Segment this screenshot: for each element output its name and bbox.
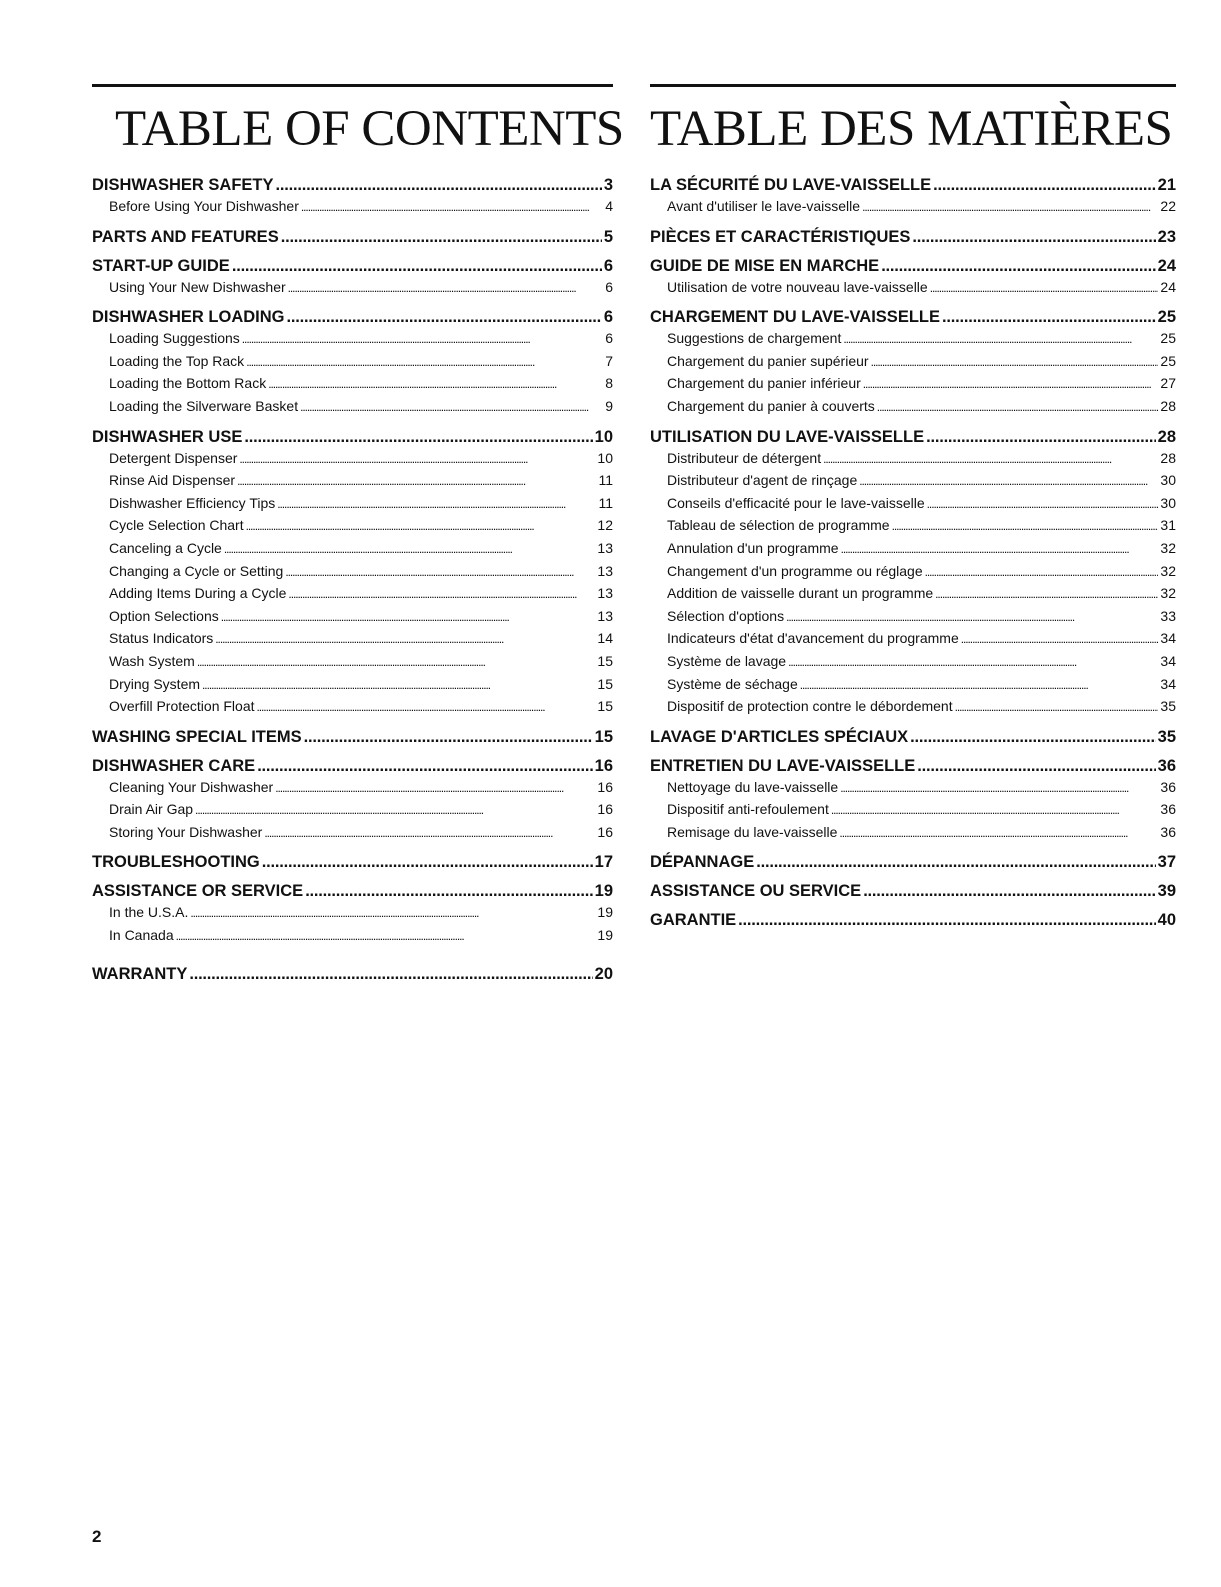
entry-page-number: 4 [605,198,613,214]
dot-leader [304,727,593,748]
toc-subsection-entry [650,822,1176,845]
dot-leader [246,515,596,538]
toc-subsection-entry [92,373,613,396]
entry-page-number: 7 [605,352,613,369]
toc-subsection-entry [650,470,1176,493]
dot-leader [933,175,1156,196]
entry-page-number: 6 [603,256,613,275]
toc-subsection-entry [650,606,1176,629]
toc-subsection-entry [650,651,1176,674]
toc-section-entry [650,227,1176,248]
entry-page-number: 32 [1160,585,1176,602]
toc-subsection-entry [92,777,613,800]
entry-title: Cleaning Your Dishwasher [109,778,274,795]
toc-subsection-entry [650,628,1176,651]
entry-title: Dishwasher Efficiency Tips [109,494,276,511]
dot-leader [246,351,603,374]
entry-title: UTILISATION DU LAVE-VAISSELLE [650,427,925,446]
entry-page-number: 8 [605,375,613,392]
toc-subsection-entry [92,674,613,697]
toc-entries-english [92,175,613,985]
dot-leader [285,561,595,584]
entry-title: Conseils d'efficacité pour le lave-vaisselle [667,494,925,511]
entry-page-number: 15 [597,698,613,715]
toc-subsection-entry [92,925,613,948]
entry-title: Status Indicators [109,630,214,647]
dot-leader [257,696,596,719]
dot-leader [197,651,596,674]
entry-title: Loading Suggestions [109,330,240,347]
entry-title: DISHWASHER SAFETY [92,176,274,194]
toc-section-entry [92,175,613,196]
dot-leader [927,493,1159,516]
entry-page-number: 28 [1160,397,1176,414]
entry-page-number: 25 [1157,308,1176,327]
toc-english-column [92,84,624,985]
entry-title: Wash System [109,652,195,669]
dot-leader [224,538,596,561]
entry-page-number: 35 [1160,698,1176,715]
toc-subsection-entry [650,328,1176,351]
entry-page-number: 15 [597,675,613,692]
toc-subsection-entry [650,396,1176,419]
toc-subsection-entry [92,606,613,629]
toc-subsection-entry [650,538,1176,561]
entry-title: GARANTIE [650,911,737,930]
toc-section-entry [92,852,613,873]
entry-title: START-UP GUIDE [92,256,230,275]
entry-page-number: 14 [597,630,613,647]
toc-subsection-entry [92,561,613,584]
dot-leader [215,628,595,651]
entry-page-number: 36 [1160,778,1176,795]
dot-leader [239,448,595,471]
entry-title: Addition de vaisselle durant un programme [667,585,934,602]
dot-leader [268,373,603,396]
toc-subsection-entry [92,396,613,419]
page-number: 2 [92,1527,102,1546]
dot-leader [738,910,1155,931]
entry-page-number: 12 [597,517,613,534]
entry-title: Option Selections [109,607,219,624]
entry-title: Nettoyage du lave-vaisselle [667,778,839,795]
entry-page-number: 24 [1160,278,1176,295]
dot-leader [756,852,1155,873]
entry-title: LA SÉCURITÉ DU LAVE-VAISSELLE [650,176,932,194]
entry-page-number: 25 [1160,352,1176,369]
entry-page-number: 13 [597,562,613,579]
toc-subsection-entry [650,777,1176,800]
entry-title: Using Your New Dishwasher [109,278,286,295]
dot-leader [800,674,1159,697]
toc-subsection-entry [92,651,613,674]
entry-page-number: 6 [603,308,613,327]
entry-page-number: 11 [598,494,613,511]
entry-title: PARTS AND FEATURES [92,227,279,246]
toc-subsection-entry [650,583,1176,606]
dot-leader [287,307,602,328]
toc-subsection-entry [92,799,613,822]
entry-title: Utilisation de votre nouveau lave-vaisselle [667,278,928,295]
entry-page-number: 11 [598,472,613,489]
entry-page-number: 32 [1160,562,1176,579]
entry-page-number: 22 [1160,198,1176,214]
dot-leader [910,727,1155,748]
dot-leader [232,256,602,277]
entry-title: Canceling a Cycle [109,539,222,556]
toc-subsection-entry [650,561,1176,584]
dot-leader [189,964,592,985]
dot-leader [930,277,1159,300]
toc-subsection-entry [650,799,1176,822]
dot-leader [892,515,1159,538]
entry-title: Dispositif de protection contre le débordement [667,698,953,715]
toc-subsection-entry [650,448,1176,471]
entry-title: Dispositif anti-refoulement [667,801,829,818]
heading-rule [92,84,613,87]
dot-leader [786,606,1158,629]
entry-title: Suggestions de chargement [667,330,842,347]
entry-title: Overfill Protection Float [109,698,255,715]
entry-page-number: 16 [597,823,613,840]
entry-page-number: 36 [1157,756,1176,775]
entry-page-number: 10 [597,449,613,466]
toc-section-entry [650,910,1176,931]
entry-title: ASSISTANCE OR SERVICE [92,882,304,901]
toc-entries-french [650,175,1176,931]
toc-section-entry [650,175,1176,196]
entry-title: DISHWASHER USE [92,427,243,446]
toc-subsection-entry [92,328,613,351]
toc-subsection-entry [92,696,613,719]
entry-page-number: 6 [605,278,613,295]
toc-section-entry [650,881,1176,902]
dot-leader [912,227,1155,248]
entry-page-number: 30 [1160,494,1176,511]
entry-page-number: 13 [597,539,613,556]
entry-title: CHARGEMENT DU LAVE-VAISSELLE [650,308,940,327]
dot-leader [242,328,603,351]
entry-title: Detergent Dispenser [109,449,238,466]
entry-title: ENTRETIEN DU LAVE-VAISSELLE [650,756,916,775]
dot-leader [942,307,1156,328]
dot-leader [961,628,1159,651]
dot-leader [862,196,1158,219]
entry-page-number: 24 [1157,256,1176,275]
dot-leader [305,881,592,902]
dot-leader [831,799,1159,822]
entry-title: Sélection d'options [667,607,785,624]
dot-leader [925,561,1159,584]
toc-subsection-entry [92,538,613,561]
toc-section-entry [92,256,613,277]
entry-page-number: 3 [603,176,613,194]
entry-page-number: 16 [597,801,613,818]
entry-page-number: 37 [1157,853,1176,872]
dot-leader [275,777,595,800]
entry-title: ASSISTANCE OU SERVICE [650,882,862,901]
dot-leader [300,396,603,419]
dot-leader [264,822,595,845]
entry-title: Storing Your Dishwasher [109,823,263,840]
toc-section-entry [92,227,613,248]
toc-subsection-entry [650,196,1176,219]
entry-page-number: 6 [605,330,613,347]
dot-leader [276,175,602,196]
entry-page-number: 16 [594,756,613,775]
entry-page-number: 20 [594,964,613,983]
entry-title: PIÈCES ET CARACTÉRISTIQUES [650,227,911,246]
toc-subsection-entry [92,583,613,606]
dot-leader [863,881,1155,902]
dot-leader [221,606,596,629]
entry-title: Système de lavage [667,652,787,669]
entry-title: Drain Air Gap [109,801,194,818]
toc-section-entry [92,881,613,902]
toc-subsection-entry [92,196,613,219]
entry-title: Adding Items During a Cycle [109,585,287,602]
entry-page-number: 34 [1160,675,1176,692]
entry-title: In Canada [109,927,174,944]
toc-section-entry [650,427,1176,448]
toc-section-entry [650,256,1176,277]
dot-leader [871,351,1159,374]
dot-leader [859,470,1158,493]
dot-leader [301,196,603,219]
dot-leader [176,925,596,948]
entry-title: DISHWASHER CARE [92,756,256,775]
toc-section-entry [650,307,1176,328]
entry-page-number: 31 [1160,517,1176,534]
entry-title: Remisage du lave-vaisselle [667,823,838,840]
entry-page-number: 28 [1157,427,1176,446]
dot-leader [843,328,1158,351]
dot-leader [202,674,595,697]
toc-french-column [650,84,1176,931]
toc-subsection-entry [650,493,1176,516]
dot-leader [262,852,593,873]
toc-section-entry [650,852,1176,873]
entry-page-number: 13 [597,585,613,602]
toc-subsection-entry [92,470,613,493]
entry-page-number: 19 [597,927,613,944]
toc-subsection-entry [650,515,1176,538]
entry-page-number: 30 [1160,472,1176,489]
entry-title: Before Using Your Dishwasher [109,198,299,214]
dot-leader [277,493,596,516]
toc-section-entry [92,964,613,985]
dot-leader [841,538,1159,561]
entry-title: Loading the Top Rack [109,352,245,369]
entry-page-number: 36 [1160,823,1176,840]
toc-section-entry [92,307,613,328]
toc-subsection-entry [92,351,613,374]
entry-title: Rinse Aid Dispenser [109,472,236,489]
entry-page-number: 35 [1157,727,1176,746]
entry-title: Distributeur de détergent [667,449,822,466]
toc-subsection-entry [650,373,1176,396]
dot-leader [244,427,592,448]
entry-page-number: 28 [1160,449,1176,466]
entry-title: Chargement du panier supérieur [667,352,869,369]
entry-title: Chargement du panier inférieur [667,375,861,392]
entry-title: In the U.S.A. [109,904,189,921]
entry-page-number: 13 [597,607,613,624]
entry-page-number: 39 [1157,882,1176,901]
entry-title: TROUBLESHOOTING [92,853,260,872]
entry-title: Système de séchage [667,675,798,692]
heading-rule [650,84,1176,87]
entry-page-number: 21 [1157,176,1176,194]
entry-page-number: 5 [603,227,613,246]
dot-leader [877,396,1159,419]
dot-leader [195,799,595,822]
dot-leader [926,427,1156,448]
dot-leader [840,777,1158,800]
dot-leader [288,277,604,300]
dot-leader [839,822,1158,845]
toc-subsection-entry [92,628,613,651]
entry-title: Loading the Silverware Basket [109,397,299,414]
entry-title: WASHING SPECIAL ITEMS [92,727,302,746]
entry-title: WARRANTY [92,964,188,983]
entry-title: DISHWASHER LOADING [92,308,285,327]
entry-page-number: 15 [597,652,613,669]
toc-subsection-entry [92,277,613,300]
entry-title: Distributeur d'agent de rinçage [667,472,858,489]
entry-title: Indicateurs d'état d'avancement du programme [667,630,959,647]
entry-page-number: 33 [1160,607,1176,624]
entry-page-number: 23 [1157,227,1176,246]
entry-page-number: 19 [597,904,613,921]
toc-subsection-entry [650,351,1176,374]
toc-heading-english: TABLE OF CONTENTS [115,101,624,157]
dot-leader [237,470,596,493]
entry-title: Drying System [109,675,201,692]
dot-leader [823,448,1158,471]
entry-title: Changing a Cycle or Setting [109,562,284,579]
entry-title: Cycle Selection Chart [109,517,244,534]
entry-page-number: 16 [597,778,613,795]
entry-page-number: 15 [594,727,613,746]
entry-page-number: 40 [1157,911,1176,930]
toc-subsection-entry [650,674,1176,697]
entry-page-number: 34 [1160,652,1176,669]
toc-subsection-entry [92,493,613,516]
entry-title: DÉPANNAGE [650,853,755,872]
toc-section-entry [92,427,613,448]
entry-title: LAVAGE D'ARTICLES SPÉCIAUX [650,727,909,746]
entry-page-number: 10 [594,427,613,446]
entry-page-number: 17 [594,853,613,872]
entry-title: Tableau de sélection de programme [667,517,890,534]
toc-section-entry [92,756,613,777]
dot-leader [881,256,1155,277]
dot-leader [257,756,592,777]
toc-subsection-entry [92,448,613,471]
dot-leader [955,696,1159,719]
entry-title: GUIDE DE MISE EN MARCHE [650,256,880,275]
toc-heading-french: TABLE DES MATIÈRES [650,101,1173,157]
dot-leader [288,583,595,606]
dot-leader [190,902,595,925]
toc-subsection-entry [92,822,613,845]
entry-title: Loading the Bottom Rack [109,375,267,392]
entry-title: Annulation d'un programme [667,539,839,556]
dot-leader [917,756,1155,777]
dot-leader [935,583,1158,606]
toc-section-entry [92,727,613,748]
entry-page-number: 19 [594,882,613,901]
dot-leader [281,227,602,248]
toc-subsection-entry [650,277,1176,300]
entry-page-number: 25 [1160,330,1176,347]
toc-subsection-entry [650,696,1176,719]
entry-title: Avant d'utiliser le lave-vaisselle [667,198,861,214]
dot-leader [788,651,1158,674]
entry-page-number: 36 [1160,801,1176,818]
dot-leader [863,373,1159,396]
toc-subsection-entry [92,515,613,538]
entry-page-number: 34 [1160,630,1176,647]
toc-subsection-entry [92,902,613,925]
entry-title: Changement d'un programme ou réglage [667,562,923,579]
entry-title: Chargement du panier à couverts [667,397,875,414]
entry-page-number: 32 [1160,539,1176,556]
entry-page-number: 9 [605,397,613,414]
entry-page-number: 27 [1160,375,1176,392]
toc-section-entry [650,727,1176,748]
toc-section-entry [650,756,1176,777]
